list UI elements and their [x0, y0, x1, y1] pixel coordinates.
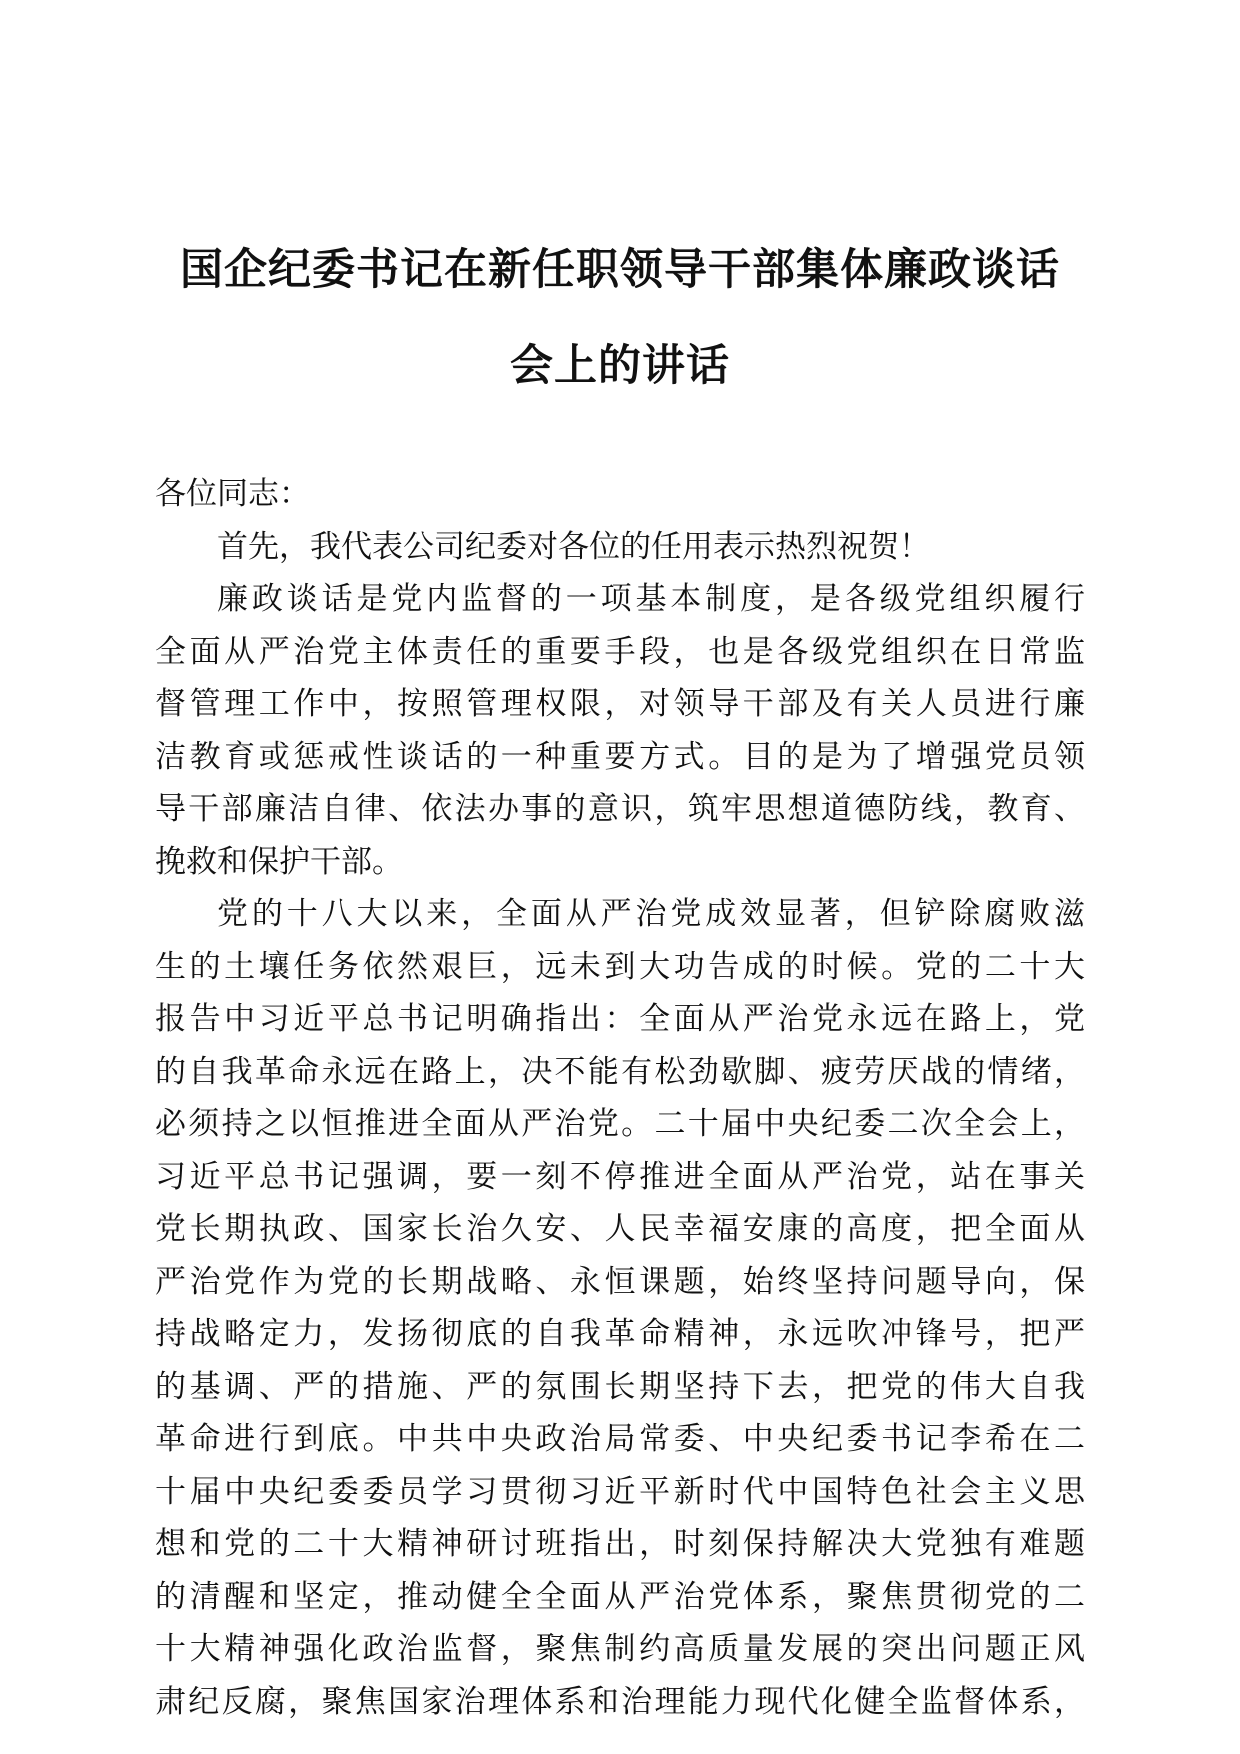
body-line: 全面从严治党主体责任的重要手段，也是各级党组织在日常监: [155, 633, 1085, 670]
document-title: [150, 222, 1090, 414]
body-line: 党长期执政、国家长治久安、人民幸福安康的高度，把全面从: [155, 1211, 1085, 1247]
body-line: 想和党的二十大精神研讨班指出，时刻保持解决大党独有难题: [155, 1526, 1085, 1562]
body-line: 习近平总书记强调，要一刻不停推进全面从严治党，站在事关: [155, 1158, 1085, 1195]
body-line: 十届中央纪委委员学习贯彻习近平新时代中国特色社会主义思: [155, 1473, 1085, 1510]
body-line: 持战略定力，发扬彻底的自我革命精神，永远吹冲锋号，把严: [155, 1316, 1085, 1352]
body-line: 严治党作为党的长期战略、永恒课题，始终坚持问题导向，保: [155, 1263, 1085, 1300]
body-line: 的清醒和坚定，推动健全全面从严治党体系，聚焦贯彻党的二: [155, 1578, 1085, 1615]
body-line: 的基调、严的措施、严的氛围长期坚持下去，把党的伟大自我: [155, 1368, 1085, 1405]
body-line: 必须持之以恒推进全面从严治党。二十届中央纪委二次全会上，: [155, 1106, 1085, 1142]
body-line: 革命进行到底。中共中央政治局常委、中央纪委书记李希在二: [155, 1421, 1085, 1457]
body-line: 十大精神强化政治监督，聚焦制约高质量发展的突出问题正风: [155, 1631, 1085, 1667]
title-line-2: 会上的讲话: [510, 341, 730, 391]
body-line: 导干部廉洁自律、依法办事的意识，筑牢思想道德防线，教育、: [155, 791, 1085, 827]
body-line: 挽救和保护干部。: [155, 843, 403, 880]
body-line: 党的十八大以来，全面从严治党成效显著，但铲除腐败滋: [217, 896, 1085, 932]
body-line: 督管理工作中，按照管理权限，对领导干部及有关人员进行廉: [155, 686, 1085, 722]
body-line: 生的土壤任务依然艰巨，远未到大功告成的时候。党的二十大: [155, 948, 1085, 985]
body-line: 廉政谈话是党内监督的一项基本制度，是各级党组织履行: [217, 581, 1085, 617]
document-body: [155, 468, 1085, 1728]
body-line: 的自我革命永远在路上，决不能有松劲歇脚、疲劳厌战的情绪，: [155, 1053, 1085, 1090]
body-line: 洁教育或惩戒性谈话的一种重要方式。目的是为了增强党员领: [155, 738, 1085, 775]
body-line: 肃纪反腐，聚焦国家治理体系和治理能力现代化健全监督体系，: [155, 1683, 1085, 1720]
title-line-1: 国企纪委书记在新任职领导干部集体廉政谈话: [180, 245, 1060, 295]
body-line: 首先，我代表公司纪委对各位的任用表示热烈祝贺！: [217, 528, 930, 565]
body-line: 报告中习近平总书记明确指出：全面从严治党永远在路上，党: [155, 1001, 1085, 1037]
body-line: 各位同志：: [155, 476, 310, 512]
